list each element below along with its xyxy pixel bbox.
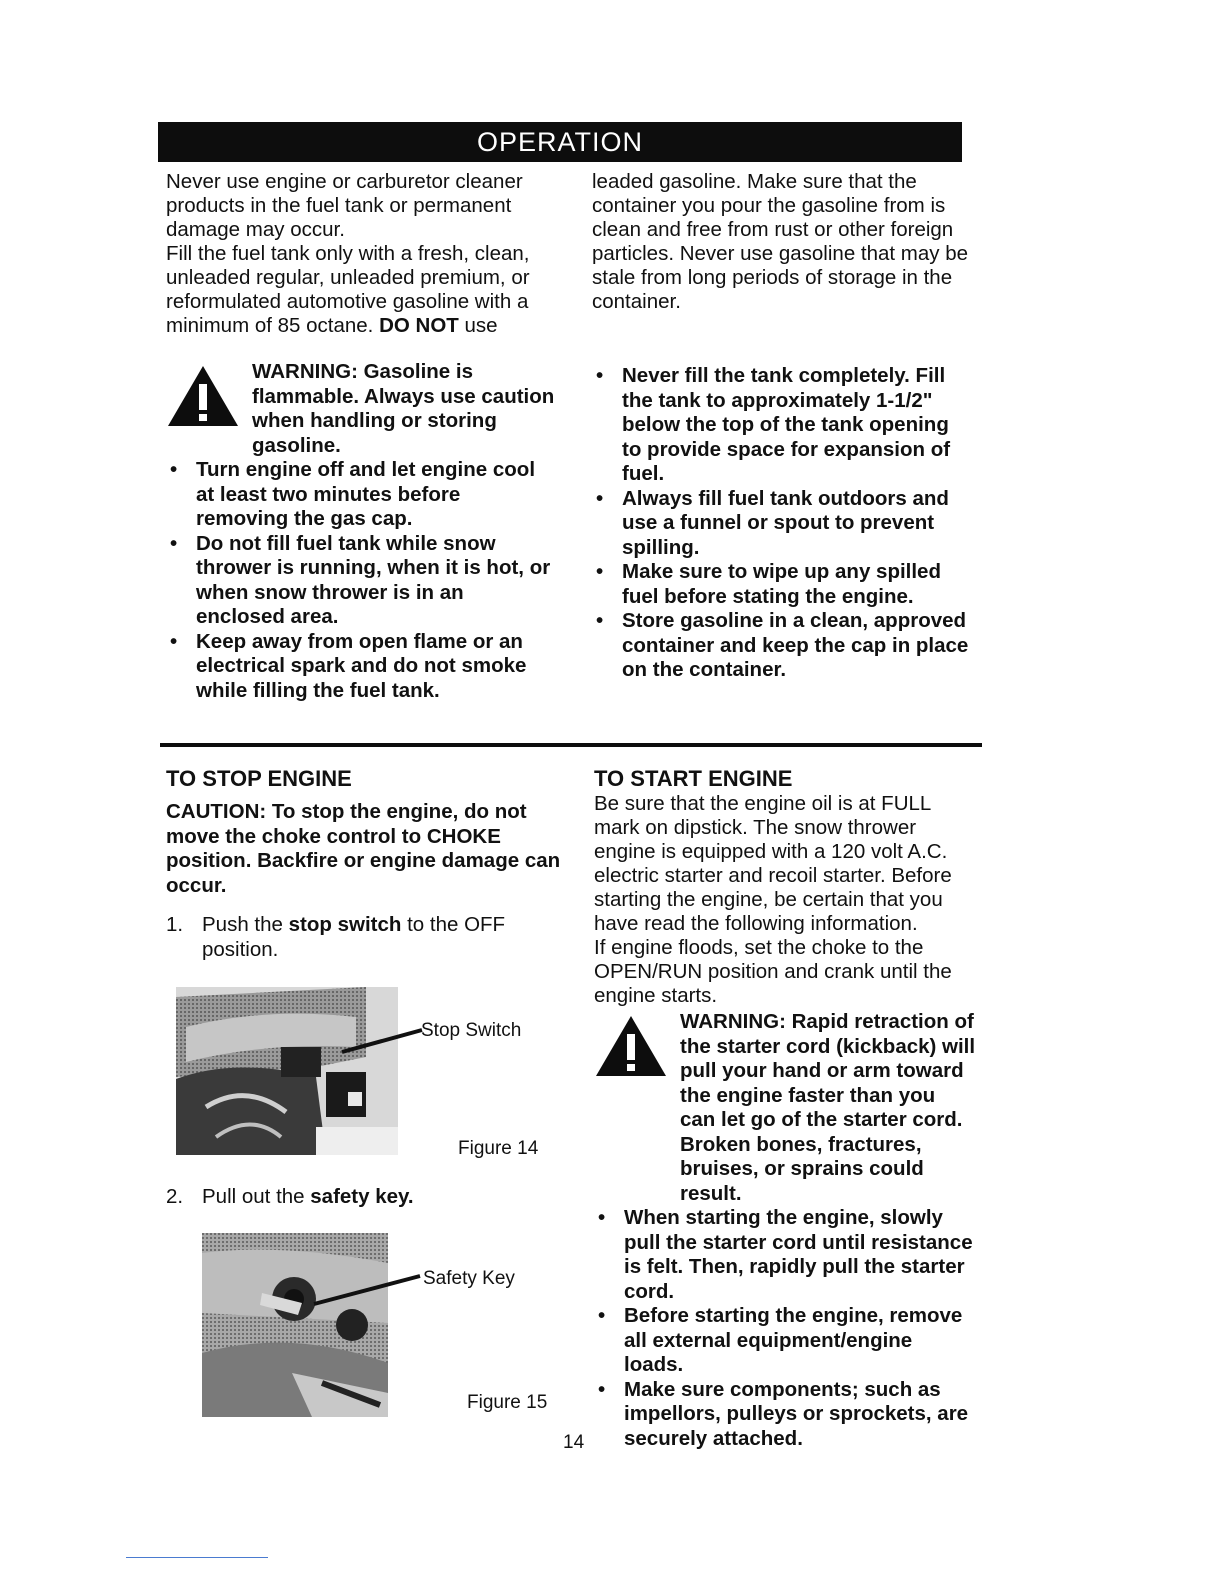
list-item: • Turn engine off and let engine cool at least two minutes before removing the gas cap. [166, 458, 556, 532]
section-title: OPERATION [476, 126, 644, 157]
warning-triangle-icon [166, 364, 240, 428]
figure-14-caption: Figure 14 [458, 1138, 539, 1159]
list-item: • Make sure to wipe up any spilled fuel before stating the engine. [592, 560, 972, 609]
start-engine-section [594, 766, 976, 1451]
list-item: • Before starting the engine, remove all external equipment/engine loads. [594, 1304, 976, 1378]
starting-safety-list [594, 1206, 976, 1451]
footer-line [126, 1557, 268, 1558]
stop-switch-leader-line [340, 1026, 426, 1056]
warning-triangle-icon [594, 1014, 668, 1078]
fuel-requirement-note [166, 242, 556, 338]
safety-key-callout: Safety Key [423, 1268, 515, 1289]
list-item: • Keep away from open flame or an electrical spark and do not smoke while filling the fuel tank. [166, 630, 556, 704]
stop-engine-heading: TO STOP ENGINE [166, 766, 352, 791]
tank-fill-list [592, 364, 972, 683]
stop-switch-image [176, 987, 398, 1155]
start-engine-heading: TO START ENGINE [594, 766, 793, 791]
figure-14-photo [176, 987, 398, 1155]
section-header [158, 122, 962, 162]
list-item: • Store gasoline in a clean, approved container and keep the cap in place on the container. [592, 609, 972, 683]
step-text-end: to the OFF position. [202, 913, 506, 961]
step-number: 1. [166, 913, 184, 936]
stop-steps-continued [166, 1184, 561, 1209]
step-number: 2. [166, 1185, 184, 1208]
safety-key-emphasis: safety key. [310, 1185, 414, 1208]
figure-15-caption: Figure 15 [467, 1392, 548, 1413]
stop-switch-callout: Stop Switch [421, 1020, 522, 1041]
fuel-requirement-end: use [464, 314, 498, 337]
start-engine-intro: Be sure that the engine oil is at FULL mark on dipstick. The snow thrower engine is equipped with a 120 volt A.C. electric starter and recoil starter. Before starting the engine, be certain that you have read the following information. [594, 792, 952, 935]
list-item: • Do not fill fuel tank while snow thrower is running, when it is hot, or when snow thrower is in an enclosed area. [166, 532, 556, 630]
step-2-block [166, 1184, 561, 1209]
gasoline-warning [166, 360, 556, 458]
list-item: • Make sure components; such as impellors, pulleys or sprockets, are securely attached. [594, 1378, 976, 1452]
gasoline-warning-text: WARNING: Gasoline is flammable. Always use caution when handling or storing gasoline. [252, 360, 555, 457]
stop-engine-caution: CAUTION: To stop the engine, do not move the choke control to CHOKE position. Backfire or engine damage can occur. [166, 800, 561, 897]
step-item [166, 1184, 561, 1209]
step-text: Pull out the [202, 1185, 305, 1208]
stop-steps [166, 912, 561, 962]
kickback-warning-text: WARNING: Rapid retraction of the starter cord (kickback) will pull your hand or arm toward the engine faster than you can let go of the starter cord. Broken bones, fractures, bruises, or sprains could result. [680, 1010, 976, 1205]
step-item [166, 912, 561, 962]
stop-switch-emphasis: stop switch [288, 913, 402, 936]
step-text: Push the [202, 913, 283, 936]
top-right-column [592, 170, 972, 683]
kickback-warning [594, 1010, 976, 1206]
stop-engine-section [166, 766, 561, 962]
do-not-emphasis: DO NOT [379, 314, 459, 337]
list-item: • When starting the engine, slowly pull the starter cord until resistance is felt. Then, rapidly pull the starter cord. [594, 1206, 976, 1304]
section-divider [160, 743, 982, 747]
engine-cleaner-note: Never use engine or carburetor cleaner products in the fuel tank or permanent damage may occur. [166, 170, 523, 241]
engine-flood-note: If engine floods, set the choke to the OPEN/RUN position and crank until the engine starts. [594, 936, 952, 1007]
list-item: • Always fill fuel tank outdoors and use a funnel or spout to prevent spilling. [592, 487, 972, 561]
top-left-column [166, 170, 556, 703]
fuel-safety-list [166, 458, 556, 703]
container-note: leaded gasoline. Make sure that the container you pour the gasoline from is clean and free from rust or other foreign particles. Never use gasoline that may be stale from long periods of storage in the container. [592, 170, 969, 313]
safety-key-leader-line [312, 1272, 424, 1308]
safety-key-image [202, 1233, 388, 1417]
fuel-requirement-text: Fill the fuel tank only with a fresh, clean, unleaded regular, unleaded premium, or reformulated automotive gasoline with a minimum of 85 octane. [166, 242, 530, 337]
page-number: 14 [563, 1432, 585, 1453]
list-item: • Never fill the tank completely. Fill the tank to approximately 1-1/2" below the top of the tank opening to provide space for expansion of fuel. [592, 364, 972, 487]
figure-15-photo [202, 1233, 388, 1417]
